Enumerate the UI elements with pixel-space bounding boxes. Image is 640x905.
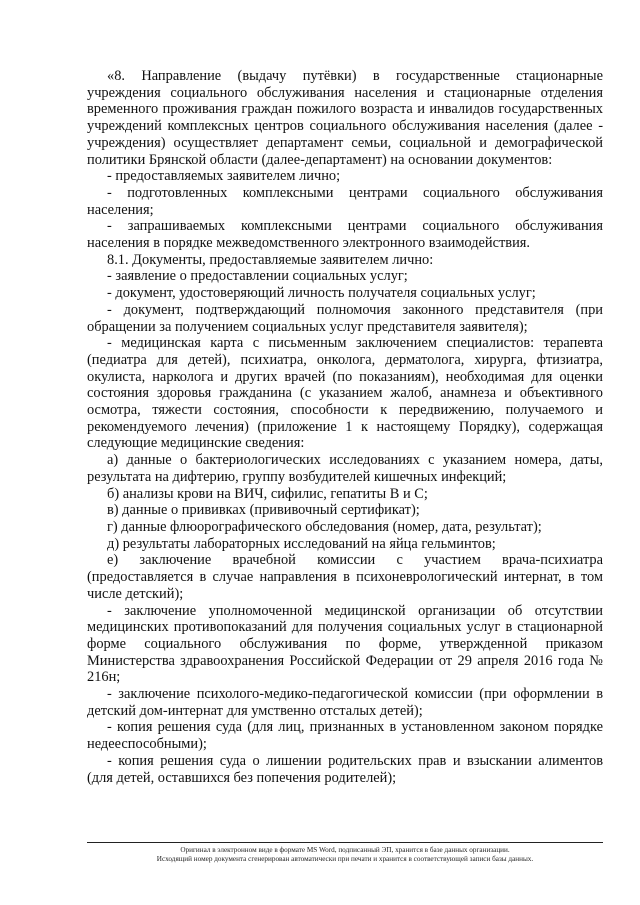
footer-note [87,846,603,864]
list-item: - заключение уполномоченной медицинской организации об отсутствии медицинских противопоказаний для получения социальных услуг в стационарной форме социального обслуживания по форме, утвержденной приказом Министерства здравоохранения Российской Федерации от 29 апреля 2016 года № 216н; [87,602,603,686]
list-item: в) данные о прививках (прививочный сертификат); [107,502,420,519]
document-body [87,68,603,786]
list-item: - заключение психолого-медико-педагогической комиссии (при оформлении в детский дом-интернат для умственно отсталых детей); [87,686,603,719]
list-item: - копия решения суда о лишении родительских прав и взыскании алиментов (для детей, оставшихся без попечения родителей); [87,752,603,786]
section-heading-8-1: 8.1. Документы, предоставляемые заявителем лично: [107,251,434,268]
list-item: а) данные о бактериологических исследованиях с указанием номера, даты, результата на дифтерию, группу возбудителей кишечных инфекций; [87,452,603,485]
footer-divider [87,842,603,843]
list-item: - подготовленных комплексными центрами социального обслуживания населения; [87,184,603,218]
paragraph-intro: «8. Направление (выдачу путёвки) в государственные стационарные учреждения социального обслуживания населения и стационарные отделения временного проживания граждан пожилого возраста и инвалидов государственных учреждений комплексных центров социального обслуживания населения (далее - учреждения) осуществляет департамент семьи, социальной и демографической политики Брянской области (далее-департамент) на основании документов: [87,68,603,168]
list-item: - предоставляемых заявителем лично; [107,168,341,185]
list-item: б) анализы крови на ВИЧ, сифилис, гепатиты В и С; [107,485,428,502]
list-item: г) данные флюорографического обследования (номер, дата, результат); [107,518,542,535]
list-item: - заявление о предоставлении социальных услуг; [107,268,408,285]
list-item: - документ, удостоверяющий личность получателя социальных услуг; [107,285,536,302]
footer-line-number: Исходящий номер документа сгенерирован автоматически при печати и хранится в соответствующей записи базы данных. [156,855,534,863]
list-item: - документ, подтверждающий полномочия законного представителя (при обращении за получением социальных услуг представителя заявителя); [87,301,603,335]
list-item: д) результаты лабораторных исследований на яйца гельминтов; [107,535,496,552]
footer-line-original: Оригинал в электронном виде в формате MS Word, подписанный ЭП, хранится в базе данных организации. [180,846,510,854]
list-item: е) заключение врачебной комиссии с участием врача-психиатра (предоставляется в случае направления в психоневрологический интернат, в том числе детский); [87,552,603,602]
list-item: - запрашиваемых комплексными центрами социального обслуживания населения в порядке межведомственного электронного взаимодействия. [87,218,603,252]
list-item: - медицинская карта с письменным заключением специалистов: терапевта (педиатра для детей), психиатра, онколога, дерматолога, хирурга, фтизиатра, окулиста, нарколога и других врачей (по показаниям), необходимая для оценки состояния здоровья гражданина (с указанием жалоб, анамнеза и объективного осмотра, тяжести состояния, способности к передвижению, получаемого и рекомендуемого лечения) (приложение 1 к настоящему Порядку), содержащая следующие медицинские сведения: [87,335,603,452]
list-item: - копия решения суда (для лиц, признанных в установленном законом порядке недееспособными); [87,719,603,753]
